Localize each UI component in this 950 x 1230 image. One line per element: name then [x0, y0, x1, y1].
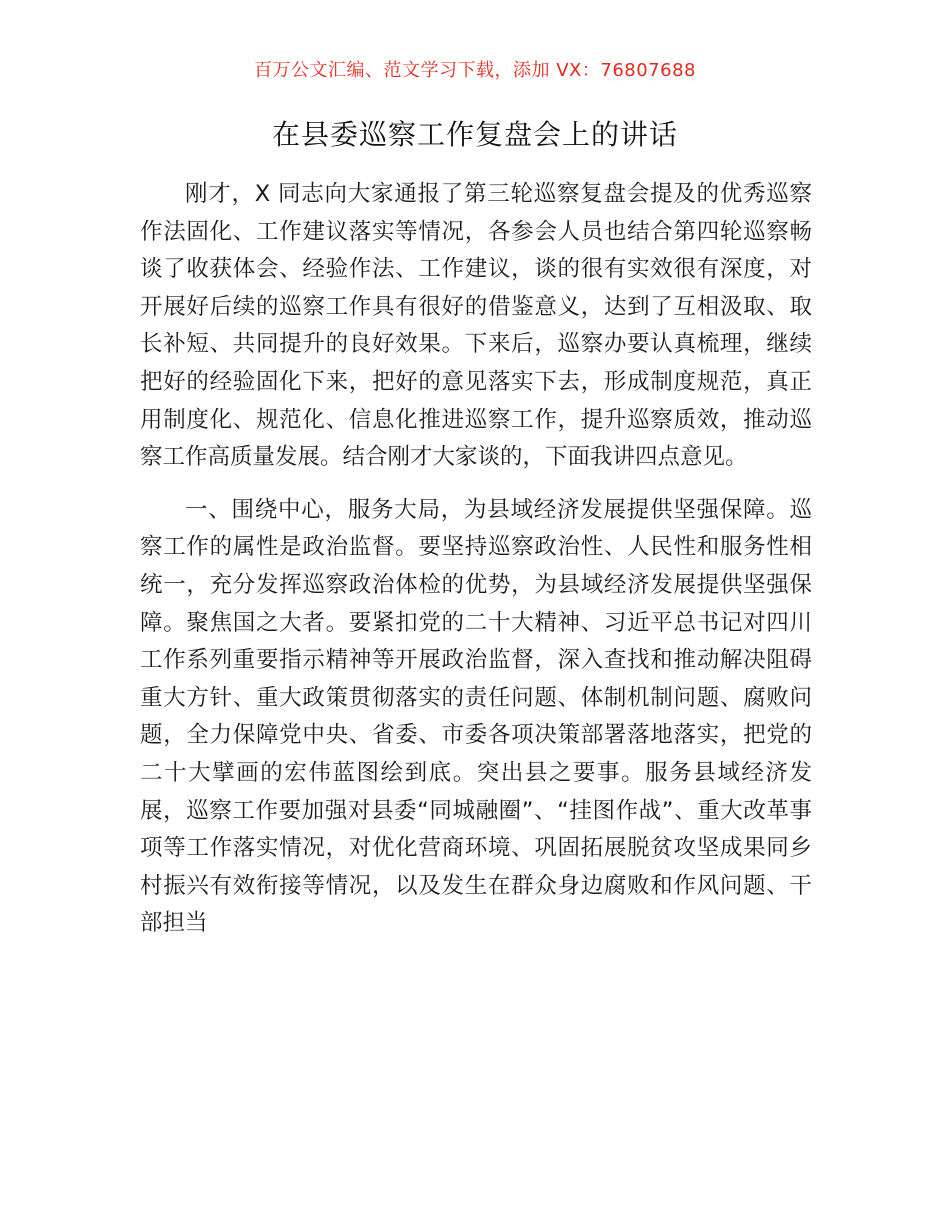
download-banner: 百万公文汇编、范文学习下载，添加 VX：76807688 [254, 60, 696, 81]
page-title: 在县委巡察工作复盘会上的讲话 [271, 118, 678, 151]
document-body [140, 176, 812, 943]
paragraph-point-one: 一、围绕中心，服务大局，为县域经济发展提供坚强保障。巡察工作的属性是政治监督。要坚持巡察政治性、人民性和服务性相统一，充分发挥巡察政治体检的优势，为县域经济发展提供坚强保障。聚焦国之大者。要紧扣党的二十大精神、习近平总书记对四川工作系列重要指示精神等开展政治监督，深入查找和推动解决阻碍重大方针、重大政策贯彻落实的责任问题、体制机制问题、腐败问题，全力保障党中央、省委、市委各项决策部署落地落实，把党的二十大擘画的宏伟蓝图绘到底。突出县之要事。服务县域经济发展，巡察工作要加强对县委“同城融圈”、“挂图作战”、重大改革事项等工作落实情况，对优化营商环境、巩固拓展脱贫攻坚成果同乡村振兴有效衔接等情况，以及发生在群众身边腐败和作风问题、干部担当 [140, 496, 812, 937]
paragraph-opening: 刚才，X 同志向大家通报了第三轮巡察复盘会提及的优秀巡察作法固化、工作建议落实等情况，各参会人员也结合第四轮巡察畅谈了收获体会、经验作法、工作建议，谈的很有实效很有深度，对开展好后续的巡察工作具有很好的借鉴意义，达到了互相汲取、取长补短、共同提升的良好效果。下来后，巡察办要认真梳理，继续把好的经验固化下来，把好的意见落实下去，形成制度规范，真正用制度化、规范化、信息化推进巡察工作，提升巡察质效，推动巡察工作高质量发展。结合刚才大家谈的，下面我讲四点意见。 [140, 181, 812, 471]
